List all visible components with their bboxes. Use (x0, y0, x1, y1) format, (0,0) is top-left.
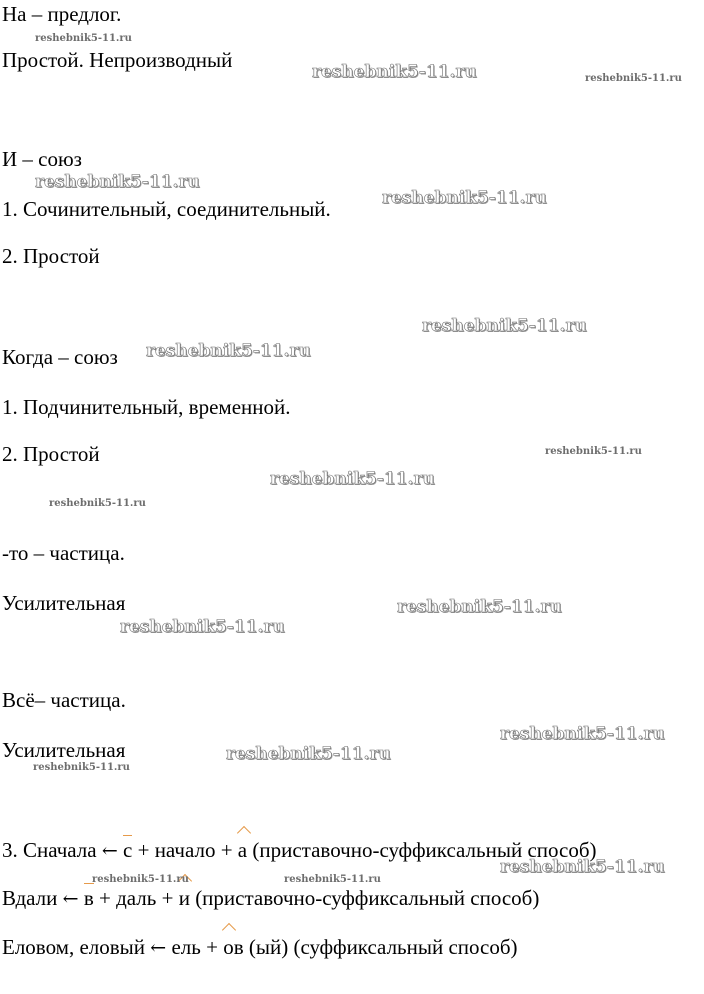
prefix-morpheme: с (123, 838, 133, 862)
prefix-morpheme: в (83, 886, 94, 910)
watermark: reshebnik5-11.ru (422, 316, 587, 336)
text-line-10: Усилительная (2, 591, 126, 615)
arrow-left-icon: ← (150, 937, 167, 959)
text-line-11: Всё– частица. (2, 688, 126, 712)
formation-method: (приставочно-суффиксальный способ) (247, 838, 597, 862)
text-line-6: Когда – союз (2, 345, 118, 369)
suffix-morpheme: ов (223, 935, 244, 959)
plus-sign: + (215, 838, 238, 862)
watermark: reshebnik5-11.ru (120, 617, 285, 637)
text-line-3: И – союз (2, 147, 82, 171)
text-line-8: 2. Простой (2, 442, 100, 466)
watermark: reshebnik5-11.ru (500, 857, 665, 877)
watermark: reshebnik5-11.ru (500, 724, 665, 744)
watermark: reshebnik5-11.ru (35, 33, 132, 44)
watermark: reshebnik5-11.ru (33, 762, 130, 773)
watermark: reshebnik5-11.ru (49, 498, 146, 509)
watermark: reshebnik5-11.ru (382, 188, 547, 208)
derivation-number: 3. (2, 838, 23, 862)
watermark: reshebnik5-11.ru (226, 744, 391, 764)
base-word: начало (154, 838, 216, 862)
formation-method: (приставочно-суффиксальный способ) (189, 886, 540, 910)
suffix-morpheme: и (178, 886, 190, 910)
derived-word: Вдали (2, 886, 58, 910)
text-line-4: 1. Сочинительный, соединительный. (2, 197, 331, 221)
watermark: reshebnik5-11.ru (585, 73, 682, 84)
text-line-12: Усилительная (2, 738, 126, 762)
watermark: reshebnik5-11.ru (146, 341, 311, 361)
watermark: reshebnik5-11.ru (397, 597, 562, 617)
text-line-7: 1. Подчинительный, временной. (2, 395, 291, 419)
plus-sign: + (200, 935, 224, 959)
derived-word: Сначала (23, 838, 97, 862)
plus-sign: + (132, 838, 155, 862)
base-word: даль (116, 886, 157, 910)
watermark: reshebnik5-11.ru (284, 874, 381, 885)
text-line-5: 2. Простой (2, 244, 100, 268)
text-line-2: Простой. Непроизводный (2, 48, 233, 72)
base-word: ель (171, 935, 201, 959)
text-line-9: -то – частица. (2, 541, 125, 565)
arrow-left-icon: ← (101, 840, 118, 862)
watermark: reshebnik5-11.ru (35, 172, 200, 192)
watermark: reshebnik5-11.ru (270, 469, 435, 489)
plus-sign: + (93, 886, 117, 910)
watermark: reshebnik5-11.ru (92, 874, 189, 885)
derivation-line-3 (2, 935, 518, 960)
suffix-morpheme: а (237, 838, 248, 862)
watermark: reshebnik5-11.ru (312, 62, 477, 82)
formation-method: (ый) (суффиксальный способ) (243, 935, 518, 959)
plus-sign: + (156, 886, 179, 910)
arrow-left-icon: ← (62, 888, 79, 910)
derivation-line-2 (2, 886, 539, 911)
watermark: reshebnik5-11.ru (545, 446, 642, 457)
text-line-1: На – предлог. (2, 2, 122, 26)
derived-word: Еловом, еловый (2, 935, 146, 959)
